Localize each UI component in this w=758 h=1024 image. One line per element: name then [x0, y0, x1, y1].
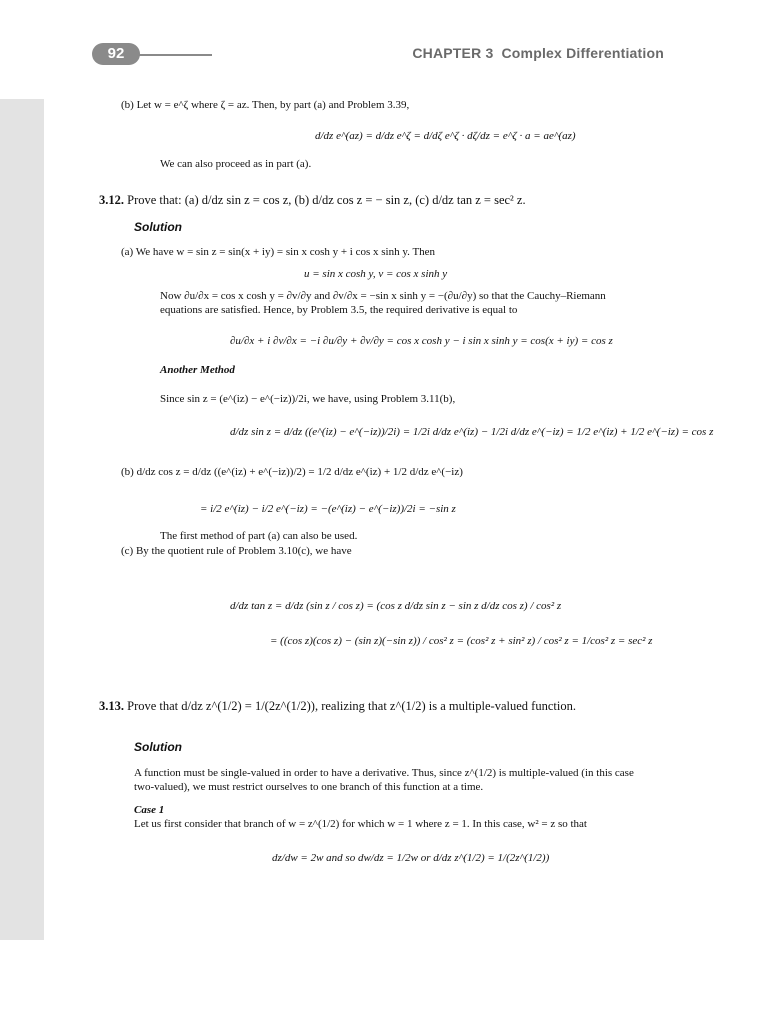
another-method-since: Since sin z = (e^(iz) − e^(−iz))/2i, we have, using Problem 3.11(b), [160, 393, 456, 405]
problem-3-12-statement: Prove that: (a) d/dz sin z = cos z, (b) d/dz cos z = − sin z, (c) d/dz tan z = sec² z. [127, 193, 526, 207]
solution-heading-3-13: Solution [134, 740, 182, 754]
b-alt-method: We can also proceed as in part (a). [160, 158, 312, 170]
c-intro: (c) By the quotient rule of Problem 3.10(c), we have [121, 545, 352, 557]
case-1-heading: Case 1 [134, 804, 165, 816]
a-intro: (a) We have w = sin z = sin(x + iy) = sin x cosh y + i cos x sinh y. Then [121, 246, 436, 258]
solution-3-13-line-2: two-valued), we must restrict ourselves to one branch of this function at a time. [134, 781, 484, 793]
page-number-badge [92, 43, 140, 65]
b-equation: d/dz e^(az) = d/dz e^ζ = d/dζ e^ζ · dζ/dz = e^ζ · a = ae^(az) [315, 130, 576, 142]
b2-equation-1: (b) d/dz cos z = d/dz ((e^(iz) + e^(−iz))/2) = 1/2 d/dz e^(iz) + 1/2 d/dz e^(−iz) [121, 466, 463, 478]
problem-3-13-statement: Prove that d/dz z^(1/2) = 1/(2z^(1/2)), realizing that z^(1/2) is a multiple-valued function. [127, 699, 576, 713]
b2-equation-2: = i/2 e^(iz) − i/2 e^(−iz) = −(e^(iz) − e^(−iz))/2i = −sin z [200, 503, 456, 515]
problem-3-13-heading [99, 699, 576, 714]
problem-3-12-number: 3.12. [99, 193, 124, 207]
chapter-title: Complex Differentiation [501, 45, 664, 61]
b-intro: (b) Let w = e^ζ where ζ = az. Then, by part (a) and Problem 3.39, [121, 99, 410, 111]
c-equation-2: = ((cos z)(cos z) − (sin z)(−sin z)) / cos² z = (cos² z + sin² z) / cos² z = 1/cos² z = sec² z [270, 635, 653, 647]
a-uv: u = sin x cosh y, v = cos x sinh y [304, 268, 448, 280]
chapter-label: CHAPTER 3 [412, 45, 494, 61]
problem-3-13-number: 3.13. [99, 699, 124, 713]
problem-3-12-heading [99, 193, 526, 208]
a-derivative: ∂u/∂x + i ∂v/∂x = −i ∂u/∂y + ∂v/∂y = cos x cosh y − i sin x sinh y = cos(x + iy) = cos z [230, 335, 613, 347]
page-margin-band [0, 99, 44, 940]
header-rule [138, 54, 212, 56]
a-cauchy-riemann-2: equations are satisfied. Hence, by Problem 3.5, the required derivative is equal to [160, 304, 518, 316]
case-1-equation: dz/dw = 2w and so dw/dz = 1/2w or d/dz z^(1/2) = 1/(2z^(1/2)) [272, 852, 550, 864]
page-number: 92 [107, 45, 125, 62]
solution-3-13-line-1: A function must be single-valued in order to have a derivative. Thus, since z^(1/2) is multiple-valued (in this case [134, 767, 634, 779]
solution-heading-3-12: Solution [134, 220, 182, 234]
case-1-text: Let us first consider that branch of w = z^(1/2) for which w = 1 where z = 1. In this case, w² = z so that [134, 818, 587, 830]
c-equation-1: d/dz tan z = d/dz (sin z / cos z) = (cos z d/dz sin z − sin z d/dz cos z) / cos² z [230, 600, 562, 612]
running-header [412, 45, 664, 61]
another-method-equation: d/dz sin z = d/dz ((e^(iz) − e^(−iz))/2i) = 1/2i d/dz e^(iz) − 1/2i d/dz e^(−iz) = 1/2 e^(iz) + 1/2 e^(−iz) = cos z [230, 426, 714, 438]
another-method-heading: Another Method [160, 364, 235, 376]
b2-first-method: The first method of part (a) can also be used. [160, 530, 358, 542]
a-cauchy-riemann-1: Now ∂u/∂x = cos x cosh y = ∂v/∂y and ∂v/∂x = −sin x sinh y = −(∂u/∂y) so that the Cauchy–Riemann [160, 290, 606, 302]
